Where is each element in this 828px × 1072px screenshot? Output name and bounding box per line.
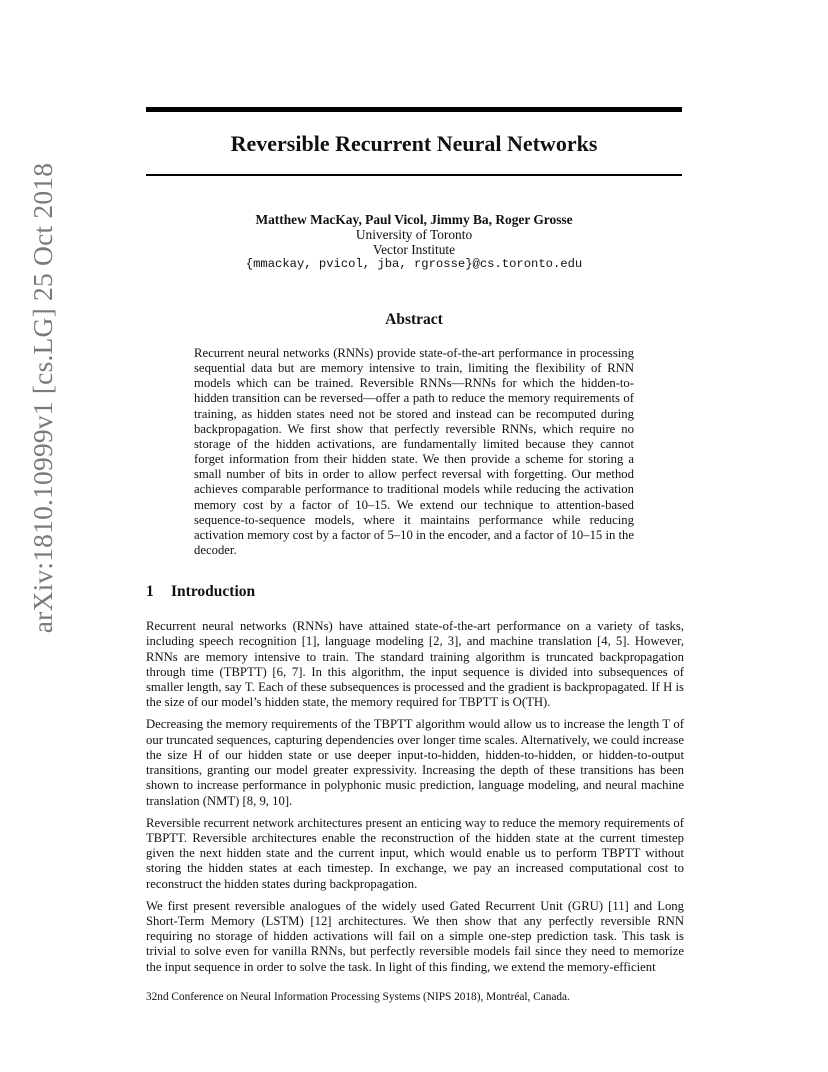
section-body [146,619,684,982]
body-paragraph: We first present reversible analogues of the widely used Gated Recurrent Unit (GRU) [11] and Long Short-Term Memory (LSTM) [12] architectures. We then show that any perfectly reversible RNN requiring no storage of hidden activations will fail on a simple one-step prediction task. This task is trivial to solve even for vanilla RNNs, but perfectly reversible models fail since they need to memorize the input sequence in order to solve the task. In light of this finding, we extend the memory-efficient [146,898,684,974]
arxiv-stamp: arXiv:1810.10999v1 [cs.LG] 25 Oct 2018 [27,162,58,634]
body-paragraph: Decreasing the memory requirements of the TBPTT algorithm would allow us to increase the length T of our truncated sequences, capturing dependencies over longer time scales. Alternatively, we could increase the size H of our hidden state or use deeper input-to-hidden, hidden-to-hidden, or hidden-to-output transitions, granting our model greater expressivity. Increasing the depth of these transitions has been shown to increase performance in polyphonic music prediction, language modeling, and neural machine translation (NMT) [8, 9, 10]. [146,717,684,808]
abstract-text: Recurrent neural networks (RNNs) provide state-of-the-art performance in processing sequential data but are memory intensive to train, limiting the flexibility of RNN models which can be trained. Reversible RNNs—RNNs for which the hidden-to-hidden transition can be reversed—offer a path to reduce the memory requirements of training, as hidden states need not be stored and instead can be recomputed during backpropagation. We first show that perfectly reversible RNNs, which require no storage of the hidden activations, are fundamentally limited because they cannot forget information from their hidden state. We then provide a scheme for storing a small number of bits in order to allow perfect reversal with forgetting. Our method achieves comparable performance to traditional models while reducing the activation memory cost by a factor of 10–15. We extend our technique to attention-based sequence-to-sequence models, where it maintains performance while reducing activation memory cost by a factor of 5–10 in the encoder, and a factor of 10–15 in the decoder. [194,346,634,558]
title-top-rule [146,107,682,112]
body-paragraph: Reversible recurrent network architectures present an enticing way to reduce the memory requirements of TBPTT. Reversible architectures enable the reconstruction of the hidden state at the current timestep given the next hidden state and the current input, which would enable us to perform TBPTT without storing the hidden states at each timestep. In exchange, we pay an increased computational cost to reconstruct the hidden states during backpropagation. [146,815,684,891]
author-emails: {mmackay, pvicol, jba, rgrosse}@cs.toronto.edu [245,257,583,271]
author-names: Matthew MacKay, Paul Vicol, Jimmy Ba, Roger Grosse [255,212,573,227]
section-heading [146,582,682,602]
paper-title: Reversible Recurrent Neural Networks [230,131,598,156]
abstract-heading: Abstract [385,311,443,328]
section-number: 1 [146,583,154,600]
affiliation-institute: Vector Institute [372,242,456,257]
affiliation-university: University of Toronto [355,227,473,242]
body-paragraph: Recurrent neural networks (RNNs) have attained state-of-the-art performance on a variety of tasks, including speech recognition [1], language modeling [2, 3], and machine translation [4, 5]. However, RNNs are memory intensive to train. The standard training algorithm is truncated backpropagation through time (TBPTT) [6, 7]. In this algorithm, the input sequence is divided into subsequences of smaller length, say T. Each of these subsequences is processed and the gradient is backpropagated. If H is the size of our model’s hidden state, the memory required for TBPTT is O(TH). [146,619,684,710]
conference-footnote: 32nd Conference on Neural Information Processing Systems (NIPS 2018), Montréal, Canada. [146,991,570,1003]
section-title: Introduction [171,583,256,600]
title-bottom-rule [146,174,682,176]
author-block [146,212,682,272]
